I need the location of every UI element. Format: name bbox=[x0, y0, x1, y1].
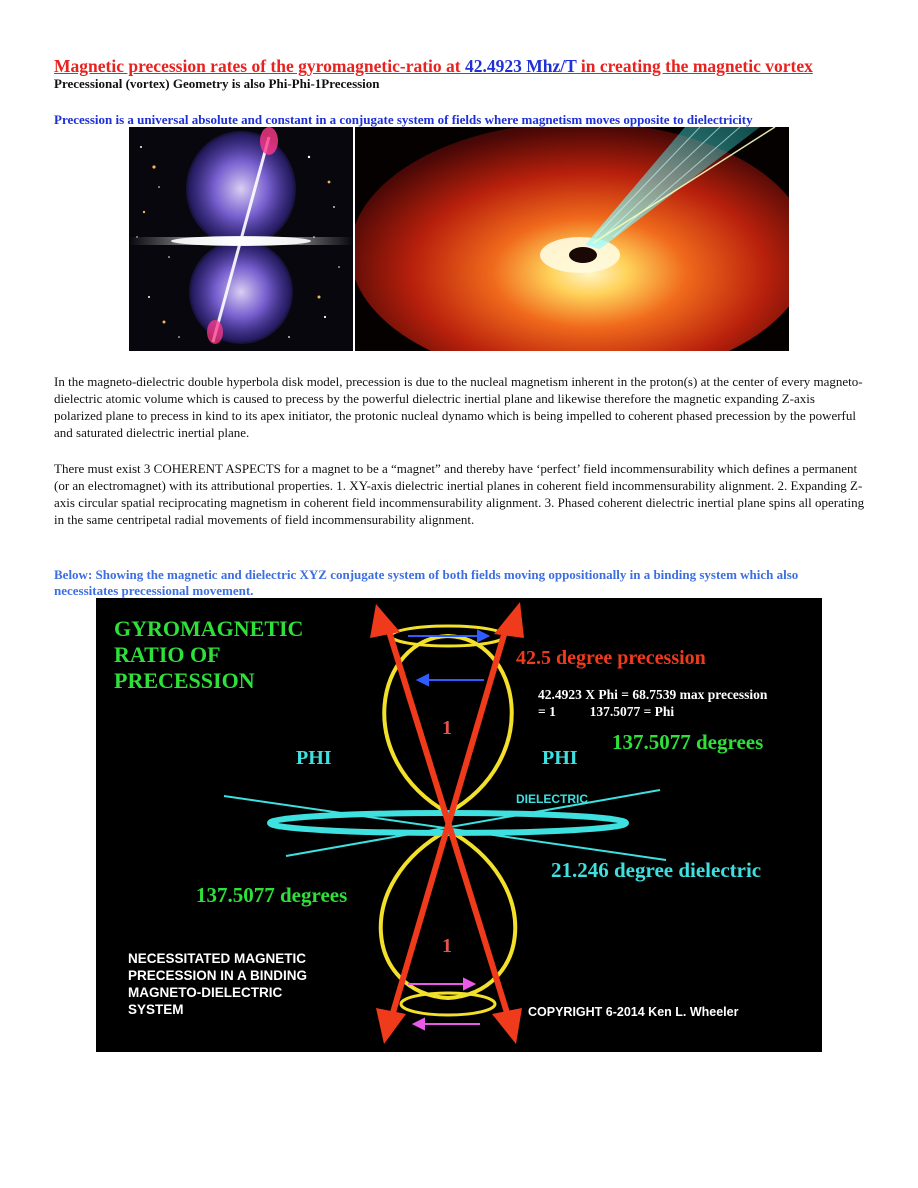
copyright-label: COPYRIGHT 6-2014 Ken L. Wheeler bbox=[528, 1005, 739, 1019]
title-part1: Magnetic precession rates of the gyromagnetic-ratio at bbox=[54, 56, 465, 76]
intro-heading: Precession is a universal absolute and constant in a conjugate system of fields where magnetism moves opposite to dielectricity bbox=[54, 112, 753, 127]
page-title bbox=[54, 56, 813, 77]
title-accent: 42.4923 Mhz/T bbox=[464, 56, 577, 76]
precession-label: 42.5 degree precession bbox=[516, 647, 706, 669]
diagram-heading: Below: Showing the magnetic and dielectric XYZ conjugate system of both fields moving oppositionally in a binding system which also necessitates precessional movement. bbox=[54, 567, 799, 598]
note-line3: MAGNETO-DIELECTRIC bbox=[128, 985, 283, 1000]
formula-line2: = 1 137.5077 = Phi bbox=[538, 704, 675, 719]
phi-left-label: PHI bbox=[296, 747, 332, 769]
title-part2: in creating the magnetic vortex bbox=[576, 56, 813, 76]
black-hole-jet-photo bbox=[355, 127, 789, 351]
label-one-bottom: 1 bbox=[442, 935, 452, 957]
precession-diagram bbox=[96, 598, 822, 1052]
page-subtitle: Precessional (vortex) Geometry is also Phi-Phi-1Precession bbox=[54, 76, 380, 91]
bipolar-jet-photo bbox=[129, 127, 353, 351]
diagram-title-line3: PRECESSION bbox=[114, 668, 255, 693]
body-paragraph-2: There must exist 3 COHERENT ASPECTS for a magnet to be a “magnet” and thereby have ‘perfect’ field incommensurability which defines a permanent (or an electromagnet) with its attributional properties. 1. XY-axis dielectric inertial planes in coherent field incommensurability alignment. 2. Expanding Z-axis circular spatial reciprocating magnetism in coherent field incommensurability alignment. 3. Phased coherent dielectric inertial plane spins all operating in the same centripetal radial movements of field incommensurability alignment. bbox=[54, 461, 865, 527]
dielectric-label: DIELECTRIC bbox=[516, 792, 588, 806]
diagram-title-line2: RATIO OF bbox=[114, 642, 221, 667]
degrees-right-label: 137.5077 degrees bbox=[612, 730, 764, 754]
diagram-title-line1: GYROMAGNETIC bbox=[114, 616, 304, 641]
degrees-left-label: 137.5077 degrees bbox=[196, 883, 348, 907]
phi-right-label: PHI bbox=[542, 747, 578, 769]
label-one-top: 1 bbox=[442, 717, 452, 739]
body-paragraph-1: In the magneto-dielectric double hyperbola disk model, precession is due to the nucleal magnetism inherent in the proton(s) at the center of every magneto-dielectric atomic volume which is caused to precess by the powerful dielectric inertial plane and likewise therefore the magnetic expanding Z-axis polarized plane to precess in kind to its apex initiator, the protonic nucleal dynamo which is being impelled to coherent phased precession by the powerful and saturated dielectric inertial plane. bbox=[54, 374, 863, 440]
formula-line1: 42.4923 X Phi = 68.7539 max precession bbox=[538, 687, 768, 702]
note-line1: NECESSITATED MAGNETIC bbox=[128, 951, 307, 966]
note-line4: SYSTEM bbox=[128, 1002, 184, 1017]
dielectric-degree-label: 21.246 degree dielectric bbox=[551, 858, 762, 882]
note-line2: PRECESSION IN A BINDING bbox=[128, 968, 308, 983]
